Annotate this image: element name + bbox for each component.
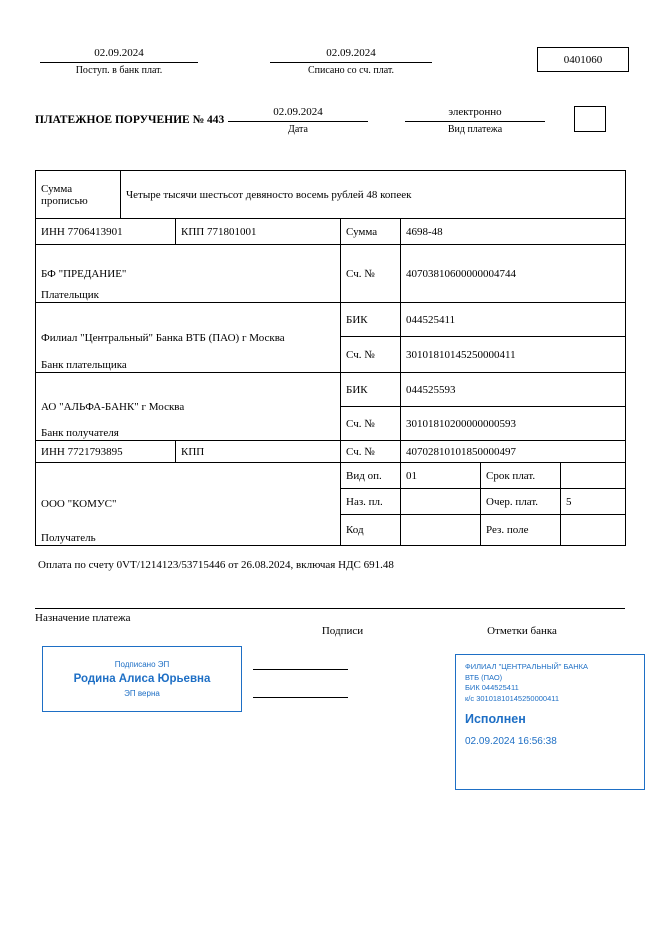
- vid-op-label-cell: Вид оп.: [341, 463, 401, 489]
- payee-name-cell: [36, 463, 341, 546]
- payee-account-label-cell: Сч. №: [341, 441, 401, 463]
- purpose-label: Назначение платежа: [35, 612, 131, 624]
- srok-plat-label-cell: Срок плат.: [481, 463, 561, 489]
- payee-name: ООО "КОМУС": [41, 498, 117, 510]
- payee-kpp-cell: КПП: [176, 441, 341, 463]
- signer-name: Родина Алиса Юрьевна: [73, 673, 211, 685]
- bank-stamp-corr-account: к/с 30101810145250000411: [465, 693, 560, 703]
- date-value: 02.09.2024: [228, 106, 368, 122]
- signed-by-label: Подписано ЭП: [114, 660, 170, 669]
- form-code-box: 0401060: [537, 47, 629, 72]
- bank-stamp-line2: ВТБ (ПАО): [465, 672, 503, 682]
- srok-plat-value-cell: [561, 463, 626, 489]
- document-title: ПЛАТЕЖНОЕ ПОРУЧЕНИЕ № 443: [35, 114, 225, 126]
- purpose-text: Оплата по счету 0VT/1214123/53715446 от 26.08.2024, включая НДС 691.48: [38, 559, 394, 571]
- ocher-plat-label-cell: Очер. плат.: [481, 489, 561, 515]
- received-date-field: [40, 47, 198, 76]
- payer-bank-bik-cell: 044525411: [401, 303, 626, 337]
- amount-value-cell: 4698-48: [401, 219, 626, 245]
- payer-inn-cell: ИНН 7706413901: [36, 219, 176, 245]
- payer-bank-section-label: Банк плательщика: [41, 359, 127, 371]
- payment-order-table: [35, 170, 626, 546]
- bank-stamp-datetime: 02.09.2024 16:56:38: [465, 736, 557, 747]
- bank-marks-label: Отметки банка: [487, 625, 557, 637]
- payment-kind-field: [405, 106, 545, 135]
- debited-date-label: Списано со сч. плат.: [307, 65, 395, 76]
- payer-name-cell: [36, 245, 341, 303]
- rez-pole-label-cell: Рез. поле: [481, 515, 561, 546]
- payee-bank-account-label-cell: Сч. №: [341, 407, 401, 441]
- date-label: Дата: [288, 124, 308, 135]
- payment-kind-value: электронно: [405, 106, 545, 122]
- bank-stamp-bik: БИК 044525411: [465, 683, 519, 692]
- payment-kind-label: Вид платежа: [447, 124, 503, 135]
- debited-date-field: [270, 47, 432, 76]
- bank-stamp-line1: ФИЛИАЛ "ЦЕНТРАЛЬНЫЙ" БАНКА: [465, 662, 589, 671]
- payer-account-cell: 40703810600000004744: [401, 245, 626, 303]
- payee-bank-bik-cell: 044525593: [401, 373, 626, 407]
- payer-bank-bik-label-cell: БИК: [341, 303, 401, 337]
- amount-label-cell: Сумма: [341, 219, 401, 245]
- payee-bank-bik-label-cell: БИК: [341, 373, 401, 407]
- naz-pl-value-cell: [401, 489, 481, 515]
- payer-account-label-cell: Сч. №: [341, 245, 401, 303]
- signature-valid-label: ЭП верна: [124, 689, 160, 698]
- payee-bank-name: АО "АЛЬФА-БАНК" г Москва: [41, 400, 185, 413]
- received-date-value: 02.09.2024: [40, 47, 198, 63]
- payer-bank-account-label-cell: Сч. №: [341, 337, 401, 373]
- debited-date-value: 02.09.2024: [270, 47, 432, 63]
- date-field: [228, 106, 368, 135]
- payee-bank-account-cell: 30101810200000000593: [401, 407, 626, 441]
- rez-pole-value-cell: [561, 515, 626, 546]
- amount-words-label-cell: Сумма прописью: [36, 171, 121, 219]
- signatures-label: Подписи: [321, 625, 364, 637]
- payer-kpp-cell: КПП 771801001: [176, 219, 341, 245]
- signature-line-1: [253, 669, 348, 670]
- payee-account-cell: 40702810101850000497: [401, 441, 626, 463]
- vid-op-value-cell: 01: [401, 463, 481, 489]
- amount-words-cell: Четыре тысячи шестьсот девяносто восемь рублей 48 копеек: [121, 171, 626, 219]
- kod-label-cell: Код: [341, 515, 401, 546]
- payee-section-label: Получатель: [41, 532, 96, 544]
- payer-bank-name: Филиал "Центральный" Банка ВТБ (ПАО) г Москва: [41, 331, 285, 344]
- payer-bank-cell: [36, 303, 341, 373]
- ocher-plat-value-cell: 5: [561, 489, 626, 515]
- bank-stamp: [455, 654, 645, 790]
- status-box: [574, 106, 606, 132]
- purpose-field: [35, 545, 625, 609]
- signature-line-2: [253, 697, 348, 698]
- kod-value-cell: [401, 515, 481, 546]
- bank-stamp-status: Исполнен: [465, 712, 526, 726]
- payer-name: БФ "ПРЕДАНИЕ": [41, 267, 127, 280]
- payee-bank-cell: [36, 373, 341, 441]
- payer-bank-account-cell: 30101810145250000411: [401, 337, 626, 373]
- received-date-label: Поступ. в банк плат.: [75, 65, 163, 76]
- payee-inn-cell: ИНН 7721793895: [36, 441, 176, 463]
- naz-pl-label-cell: Наз. пл.: [341, 489, 401, 515]
- signature-stamp: [42, 646, 242, 712]
- payee-bank-section-label: Банк получателя: [41, 427, 119, 439]
- payer-section-label: Плательщик: [41, 289, 99, 301]
